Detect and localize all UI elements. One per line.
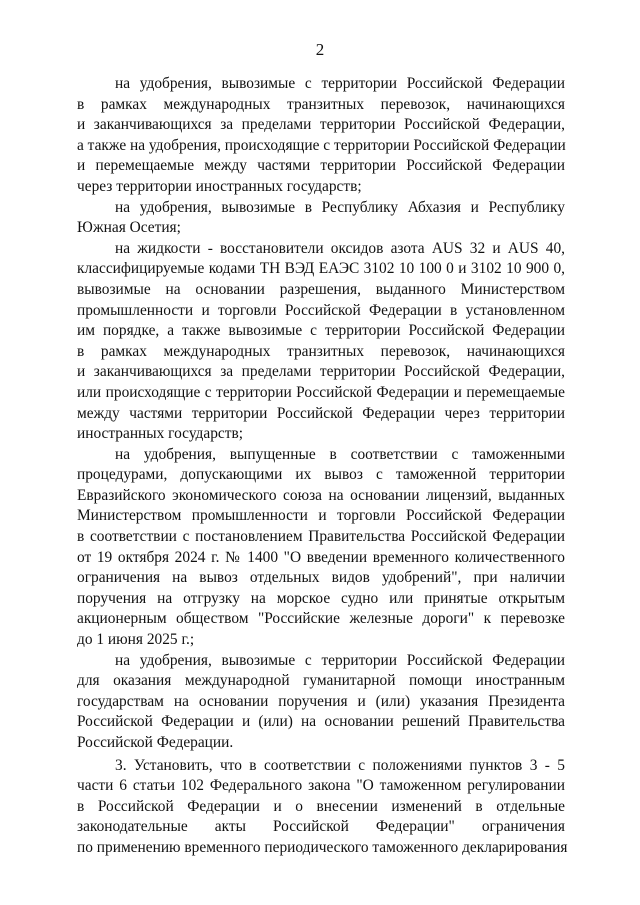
text-line: на удобрения, вывозимые с территории Российской Федерации xyxy=(115,75,565,92)
text-line: или происходящие с территории Российской Федерации и перемещаемые xyxy=(77,383,565,401)
text-line: и заканчивающихся за пределами территории Российской Федерации, xyxy=(77,363,565,381)
text-line: по применению временного периодического таможенного декларирования xyxy=(77,838,568,856)
text-line: для оказания международной гуманитарной помощи иностранным xyxy=(77,672,565,690)
text-line: вывозимые на основании разрешения, выданного Министерством xyxy=(77,280,565,298)
text-line: через территории иностранных государств; xyxy=(77,177,362,195)
paragraph-item-3 xyxy=(77,756,568,859)
text-line: классифицируемые кодами ТН ВЭД ЕАЭС 3102 10 100 0 и 3102 10 900 0, xyxy=(77,260,565,278)
text-line: государствам на основании поручения и (или) указания Президента xyxy=(77,692,565,710)
text-line: Министерством промышленности и торговли Российской Федерации xyxy=(77,507,565,525)
text-line: Южная Осетия; xyxy=(77,219,181,237)
text-line: акционерным обществом "Российские железные дороги" к перевозке xyxy=(77,610,565,628)
text-line: и перемещаемые между частями территории Российской Федерации xyxy=(77,157,565,175)
text-line: на жидкости - восстановители оксидов азота AUS 32 и AUS 40, xyxy=(115,239,565,257)
text-line: на удобрения, выпущенные в соответствии с таможенными xyxy=(115,445,565,463)
text-line: на удобрения, вывозимые с территории Российской Федерации xyxy=(115,651,565,669)
text-line: и заканчивающихся за пределами территории Российской Федерации, xyxy=(77,116,565,134)
paragraph-humanitarian-aid xyxy=(77,651,565,754)
paragraph-abkhazia-ossetia xyxy=(77,198,565,239)
text-line: законодательные акты Российской Федерации" ограничения xyxy=(77,818,565,836)
paragraph-fertilizers-transit xyxy=(77,74,565,198)
text-line: ограничения на вывоз отдельных видов удобрений", при наличии xyxy=(77,569,565,587)
paragraph-aus-liquids xyxy=(77,239,565,445)
text-line: процедурами, допускающими их вывоз с таможенной территории xyxy=(77,466,565,484)
text-line: иностранных государств; xyxy=(77,425,243,443)
text-line: поручения на отгрузку на морское судно или принятые открытым xyxy=(77,589,565,607)
text-line: Евразийского экономического союза на основании лицензий, выданных xyxy=(77,486,565,504)
paragraph-licensed-fertilizers xyxy=(77,445,565,651)
text-line: на удобрения, вывозимые в Республику Абхазия и Республику xyxy=(115,198,565,216)
text-line: а также на удобрения, происходящие с территории Российской Федерации xyxy=(77,136,566,154)
text-line: Российской Федерации. xyxy=(77,734,234,751)
text-line: промышленности и торговли Российской Федерации в установленном xyxy=(77,301,565,319)
text-line: между частями территории Российской Федерации через территории xyxy=(77,404,565,422)
text-line: части 6 статьи 102 Федерального закона "О таможенном регулировании xyxy=(77,777,565,795)
text-line: до 1 июня 2025 г.; xyxy=(77,631,195,649)
text-line: в Российской Федерации и о внесении изменений в отдельные xyxy=(77,797,565,815)
text-line: в соответствии с постановлением Правительства Российской Федерации xyxy=(77,528,565,546)
document-body xyxy=(77,74,568,859)
text-line: от 19 октября 2024 г. № 1400 "О введении временного количественного xyxy=(77,548,565,566)
page-number: 2 xyxy=(315,40,325,59)
text-line: 3. Установить, что в соответствии с положениями пунктов 3 - 5 xyxy=(115,756,565,774)
text-line: Российской Федерации и (или) на основании решений Правительства xyxy=(77,713,565,731)
text-line: в рамках международных транзитных перевозок, начинающихся xyxy=(77,342,565,360)
text-line: им порядке, а также вывозимые с территории Российской Федерации xyxy=(77,322,565,340)
text-line: в рамках международных транзитных перевозок, начинающихся xyxy=(77,95,565,113)
